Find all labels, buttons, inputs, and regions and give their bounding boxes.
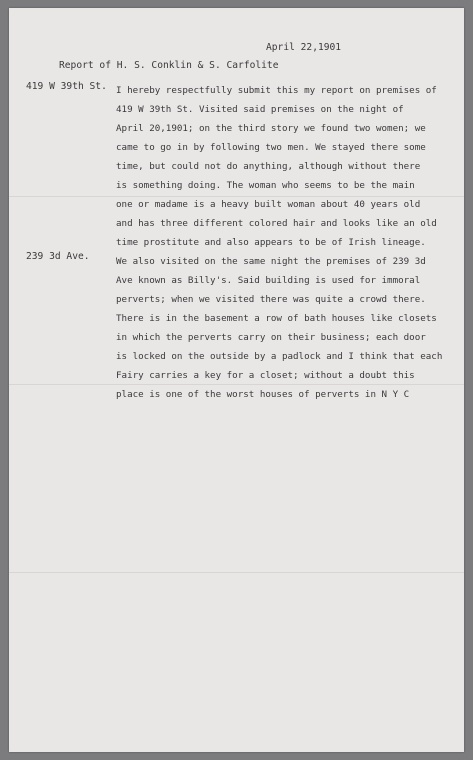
paper-fold	[9, 572, 464, 573]
text-line: is locked on the outside by a padlock and I think that each	[116, 351, 443, 362]
text-line: in which the perverts carry on their business; each door	[116, 332, 426, 343]
text-line: perverts; when we visited there was quite a crowd there.	[116, 294, 426, 305]
text-line: Fairy carries a key for a closet; without a doubt this	[116, 370, 415, 381]
text-line: 419 W 39th St. Visited said premises on the night of	[116, 104, 404, 115]
report-body	[116, 81, 461, 404]
text-line: and has three different colored hair and looks like an old	[116, 218, 437, 229]
text-line: is something doing. The woman who seems to be the main	[116, 180, 415, 191]
address-label-3d-ave: 239 3d Ave.	[26, 251, 90, 262]
text-line: time prostitute and also appears to be of Irish lineage.	[116, 237, 426, 248]
text-line: one or madame is a heavy built woman about 40 years old	[116, 199, 421, 210]
text-line: We also visited on the same night the premises of 239 3d	[116, 256, 426, 267]
report-title: Report of H. S. Conklin & S. Carfolite	[59, 60, 279, 71]
address-label-39th-st: 419 W 39th St.	[26, 81, 107, 92]
text-line: I hereby respectfully submit this my report on premises of	[116, 85, 437, 96]
text-line: There is in the basement a row of bath houses like closets	[116, 313, 437, 324]
text-line: time, but could not do anything, although without there	[116, 161, 421, 172]
text-line: place is one of the worst houses of perverts in N Y C	[116, 389, 410, 400]
document-page	[9, 8, 464, 752]
report-date: April 22,1901	[266, 42, 342, 53]
text-line: Ave known as Billy's. Said building is used for immoral	[116, 275, 421, 286]
text-line: came to go in by following two men. We stayed there some	[116, 142, 426, 153]
text-line: April 20,1901; on the third story we found two women; we	[116, 123, 426, 134]
